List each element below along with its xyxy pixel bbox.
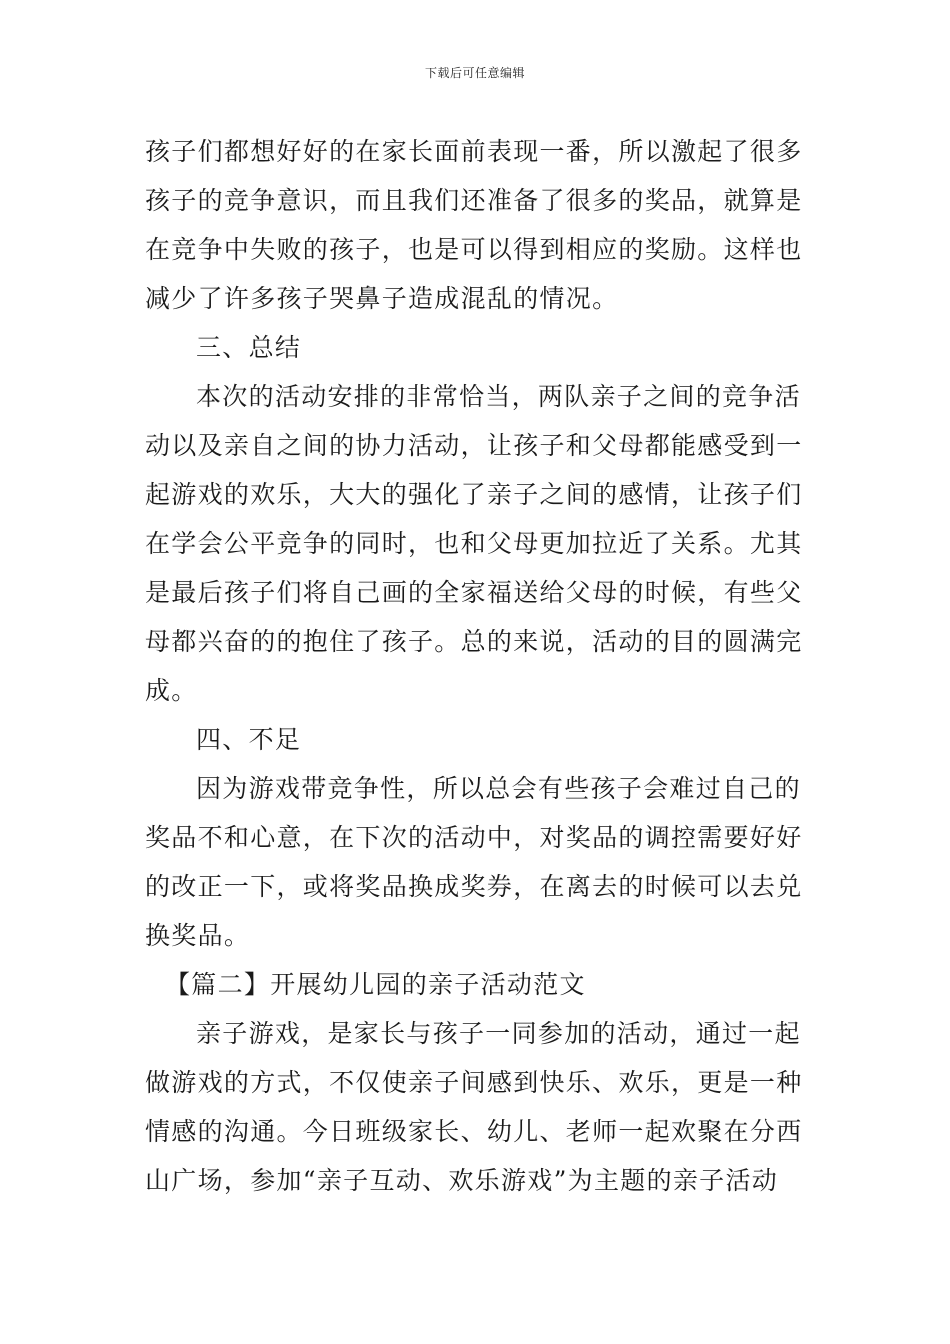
paragraph-line: 减少了许多孩子哭鼻子造成混乱的情况。 <box>145 284 619 313</box>
paragraph-line: 做游戏的方式，不仅使亲子间感到快乐、欢乐，更是一种 <box>145 1068 803 1097</box>
paragraph-line: 情感的沟通。今日班级家长、幼儿、老师一起欢聚在分西 <box>145 1117 803 1146</box>
paragraph-line: 的改正一下，或将奖品换成奖券，在离去的时候可以去兑 <box>145 872 803 901</box>
paragraph-line: 山广场，参加“亲子互动、欢乐游戏”为主题的亲子活动 <box>145 1166 779 1195</box>
paragraph-line: 孩子们都想好好的在家长面前表现一番，所以激起了很多 <box>145 137 803 166</box>
paragraph-line: 亲子游戏，是家长与孩子一同参加的活动，通过一起 <box>196 1019 801 1048</box>
document-body <box>145 127 807 1205</box>
paragraph-line: 是最后孩子们将自己画的全家福送给父母的时候，有些父 <box>145 578 803 607</box>
paragraph-line: 奖品不和心意，在下次的活动中，对奖品的调控需要好好 <box>145 823 803 852</box>
paragraph-line: 起游戏的欢乐，大大的强化了亲子之间的感情，让孩子们 <box>145 480 803 509</box>
paragraph-line: 在竞争中失败的孩子，也是可以得到相应的奖励。这样也 <box>145 235 803 264</box>
paragraph-line: 在学会公平竞争的同时，也和父母更加拉近了关系。尤其 <box>145 529 803 558</box>
paragraph-line: 孩子的竞争意识，而且我们还准备了很多的奖品，就算是 <box>145 186 803 215</box>
paragraph-line: 母都兴奋的的抱住了孩子。总的来说，活动的目的圆满完 <box>145 627 803 656</box>
paragraph-line: 因为游戏带竞争性，所以总会有些孩子会难过自己的 <box>196 774 801 803</box>
section-heading-shortcomings: 四、不足 <box>196 725 302 754</box>
article-title: 【篇二】开展幼儿园的亲子活动范文 <box>165 970 586 999</box>
paragraph-line: 成。 <box>145 676 198 705</box>
paragraph-line: 本次的活动安排的非常恰当，两队亲子之间的竞争活 <box>196 382 801 411</box>
section-heading-summary: 三、总结 <box>196 333 302 362</box>
paragraph-line: 动以及亲自之间的协力活动，让孩子和父母都能感受到一 <box>145 431 803 460</box>
paragraph-line: 换奖品。 <box>145 921 251 950</box>
page-header-note: 下载后可任意编辑 <box>424 66 525 80</box>
